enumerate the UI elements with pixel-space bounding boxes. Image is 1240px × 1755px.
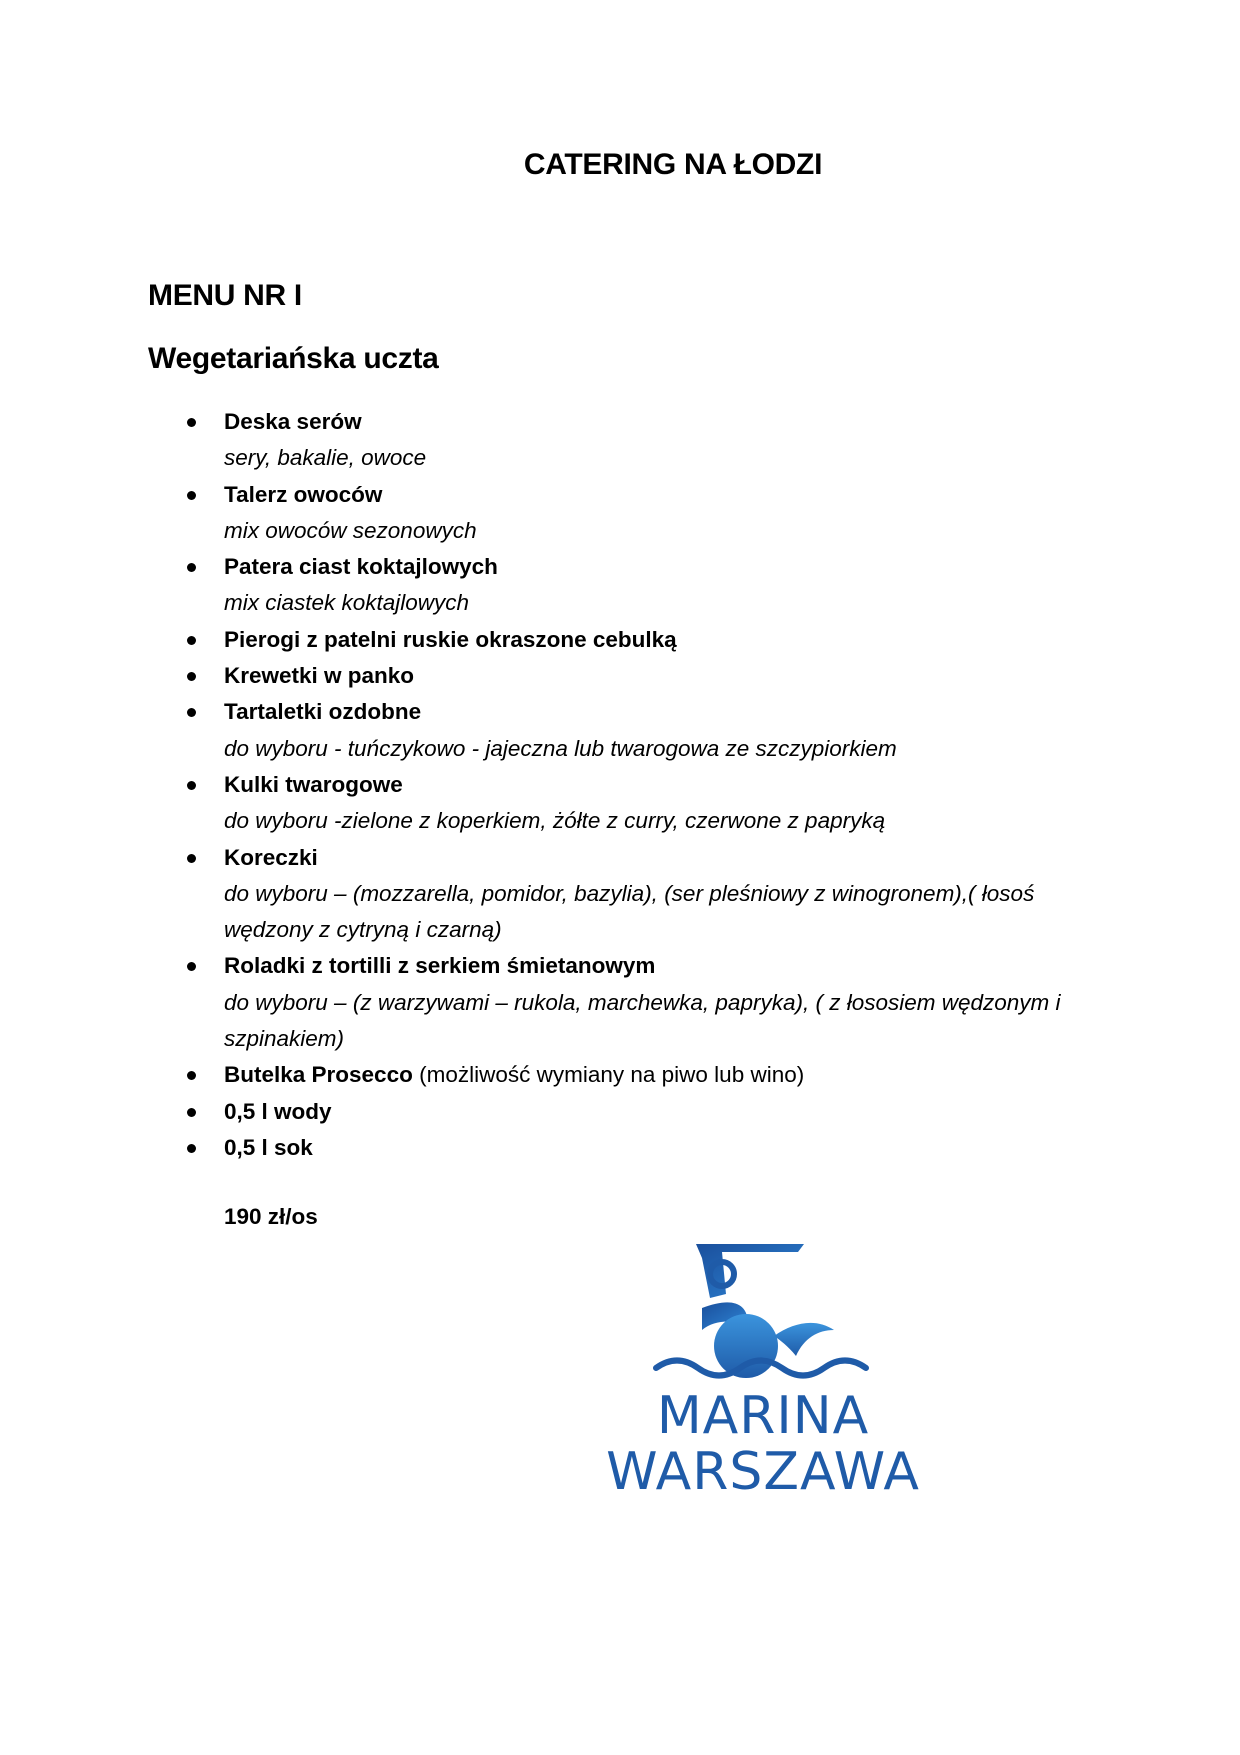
bullet-icon [187, 854, 196, 863]
menu-item [182, 404, 1112, 477]
bullet-icon [187, 708, 196, 717]
logo-text-line2: WARSZAWA [606, 1442, 920, 1502]
price-per-person: 190 zł/os [224, 1204, 318, 1229]
menu-item-name: Koreczki [224, 844, 318, 870]
bullet-icon [187, 636, 196, 645]
menu-item-name: Krewetki w panko [224, 663, 415, 689]
menu-item [182, 694, 1112, 767]
page-title: CATERING NA ŁODZI [523, 148, 823, 181]
bullet-icon [187, 1144, 196, 1153]
menu-item-name: Kulki twarogowe [224, 771, 403, 797]
menu-item-name: Deska serów [224, 409, 362, 434]
menu-subheading: Wegetariańska uczta [148, 342, 439, 375]
menu-item [182, 767, 1112, 840]
menu-item-name: 0,5 l wody [224, 1098, 332, 1124]
bullet-icon [187, 1108, 196, 1117]
menu-item-description: mix ciastek koktajlowych [224, 590, 470, 616]
bullet-icon [187, 418, 196, 427]
bullet-icon [187, 962, 196, 971]
menu-item-description: do wyboru - tuńczykowo - jajeczna lub twarogowa ze szczypiorkiem [224, 735, 897, 761]
menu-item [182, 840, 1112, 949]
menu-item-description: do wyboru – (z warzywami – rukola, marchewka, papryka), ( z łososiem wędzonym i szpinakiem) [224, 989, 1061, 1052]
menu-item-description: mix owoców sezonowych [224, 517, 477, 543]
menu-item-name: Pierogi z patelni ruskie okraszone cebulką [224, 626, 677, 652]
menu-items-list [182, 404, 1112, 1166]
menu-item-description: do wyboru -zielone z koperkiem, żółte z curry, czerwone z papryką [224, 808, 886, 834]
menu-heading: MENU NR I [148, 279, 302, 312]
menu-item-name: Patera ciast koktajlowych [224, 554, 498, 580]
menu-item-name: Talerz owoców [224, 481, 383, 507]
menu-item [182, 948, 1112, 1057]
bullet-icon [187, 781, 196, 790]
menu-item [182, 549, 1112, 622]
bullet-icon [187, 491, 196, 500]
sailor-boat-wave-logo-icon [598, 1238, 928, 1388]
bullet-icon [187, 1071, 196, 1080]
menu-item-description: sery, bakalie, owoce [224, 445, 427, 471]
menu-item [182, 1094, 1112, 1130]
menu-item-description: do wyboru – (mozzarella, pomidor, bazylia), (ser pleśniowy z winogronem),( łosoś wędzony z cytryną i czarną) [224, 880, 1035, 943]
bullet-icon [187, 672, 196, 681]
logo-text-line1: MARINA [656, 1386, 870, 1446]
menu-item [182, 1057, 1112, 1093]
menu-item [182, 658, 1112, 694]
menu-item [182, 622, 1112, 658]
menu-item-name: Tartaletki ozdobne [224, 699, 422, 725]
marina-warszawa-logo [598, 1238, 928, 1500]
menu-item [182, 477, 1112, 550]
menu-item [182, 1130, 1112, 1166]
menu-item-name: Roladki z tortilli z serkiem śmietanowym [224, 953, 656, 979]
menu-item-note: (możliwość wymiany na piwo lub wino) [412, 1062, 805, 1088]
bullet-icon [187, 563, 196, 572]
menu-item-name: Butelka Prosecco [224, 1062, 413, 1088]
menu-item-name: 0,5 l sok [224, 1134, 313, 1160]
